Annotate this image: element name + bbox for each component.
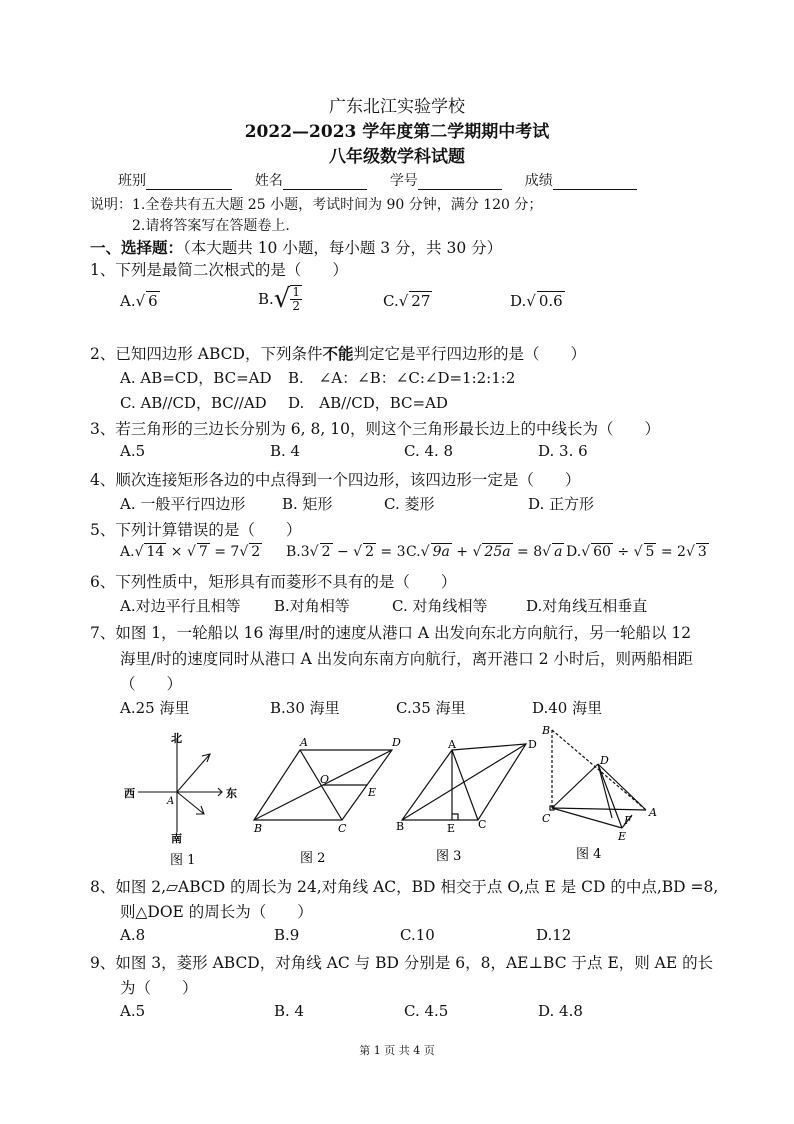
student-info-row: [118, 170, 637, 190]
q7-option-c: C.35 海里: [396, 699, 466, 717]
figure-3: [402, 744, 526, 820]
q6-stem: 6、下列性质中，矩形具有而菱形不具有的是（ ）: [90, 573, 457, 591]
fig2-label-d: D: [392, 736, 401, 749]
q3-option-a: A.5: [120, 442, 146, 460]
q7-option-d: D.40 海里: [532, 699, 603, 717]
q9-option-d: D. 4.8: [538, 1002, 583, 1020]
q7-line-1: 7、如图 1，一轮船以 16 海里/时的速度从港口 A 出发向东北方向航行，另一轮船以 12: [90, 624, 692, 642]
q8-line-1: 8、如图 2,▱ABCD 的周长为 24,对角线 AC，BD 相交于点 O,点 E 是 CD 的中点,BD =8,: [90, 878, 719, 896]
q7-line-3: （ ）: [120, 675, 183, 693]
q6-option-d: D.对角线互相垂直: [526, 597, 648, 615]
note-line-2: 2.请将答案写在答题卷上.: [132, 218, 290, 234]
q5-option-b: B.3√ 2 − √ 2 = 3: [286, 544, 406, 560]
section-1-label: 一、选择题：: [90, 238, 184, 257]
q4-option-a: A. 一般平行四边形: [120, 495, 246, 513]
q7-option-b: B.30 海里: [270, 699, 340, 717]
q3-stem: 3、若三角形的三边长分别为 6, 8, 10，则这个三角形最长边上的中线长为（ ）: [90, 420, 660, 438]
q4-option-d: D. 正方形: [528, 495, 595, 513]
q2-option-b: B. ∠A：∠B：∠C:∠D=1:2:1:2: [288, 369, 516, 387]
q8-line-2: 则△DOE 的周长为（ ）: [120, 903, 313, 921]
fig4-label-b: B: [542, 724, 551, 737]
field-id-label: 学号: [389, 173, 418, 189]
q9-option-c: C. 4.5: [404, 1002, 449, 1020]
field-name-label: 姓名: [254, 173, 283, 189]
q6-option-c: C. 对角线相等: [392, 597, 488, 615]
q7-option-a: A.25 海里: [120, 699, 190, 717]
fig4-label-f: F: [624, 814, 632, 827]
section-1-desc: （本大题共 10 小题，每小题 3 分，共 30 分）: [183, 239, 503, 257]
section-1-heading: [90, 236, 502, 258]
field-class-blank[interactable]: [146, 175, 232, 190]
field-score-blank[interactable]: [553, 175, 637, 190]
fig4-label-d: D: [600, 754, 609, 767]
q4-stem: 4、顺次连接矩形各边的中点得到一个四边形，该四边形一定是（ ）: [90, 471, 581, 489]
q5-option-c: C.√ 9a + √ 25a = 8√ a: [406, 544, 563, 560]
field-name-blank[interactable]: [283, 175, 367, 190]
q9-option-b: B. 4: [274, 1002, 305, 1020]
field-class-label: 班别: [118, 173, 146, 189]
subject-title: 八年级数学科试题: [329, 147, 465, 167]
fig1-east-label: 东: [226, 787, 237, 800]
q7-line-2: 海里/时的速度同时从港口 A 出发向东南方向航行，离开港口 2 小时后，则两船相距: [120, 650, 693, 668]
note-line-1: 说明：1.全卷共有五大题 25 小题，考试时间为 90 分钟，满分 120 分；: [90, 197, 543, 213]
q3-option-c: C. 4. 8: [404, 442, 454, 460]
q2-option-d: D. AB//CD，BC=AD: [288, 394, 448, 412]
q6-option-a: A.对边平行且相等: [120, 597, 241, 615]
q9-line-2: 为（ ）: [120, 979, 198, 997]
q5-stem: 5、下列计算错误的是（ ）: [90, 521, 302, 539]
figure-1: [138, 738, 222, 832]
q8-option-b: B.9: [274, 926, 300, 944]
fig3-label-b: B: [396, 820, 405, 833]
fig1-origin-label: A: [167, 796, 175, 807]
fig1-west-label: 西: [124, 787, 135, 800]
fig3-caption: 图 3: [436, 849, 462, 864]
q5-option-d: D.√ 60 ÷ √ 5 = 2√ 3: [566, 544, 707, 560]
fig4-label-a: A: [649, 806, 657, 819]
field-score-label: 成绩: [524, 173, 553, 189]
fig2-label-c: C: [338, 822, 347, 835]
q4-option-c: C. 菱形: [384, 495, 435, 513]
exam-title: 2022—2023 学年度第二学期期中考试: [244, 122, 550, 142]
school-name: 广东北江实验学校: [329, 97, 465, 117]
q4-option-b: B. 矩形: [282, 495, 333, 513]
q3-option-b: B. 4: [270, 442, 301, 460]
page-number: 第 1 页 共 4 页: [359, 1044, 435, 1057]
fig2-label-a: A: [300, 736, 308, 749]
fig1-north-label: 北: [171, 732, 182, 745]
q1-option-d: D.√ 0.6: [510, 292, 563, 310]
q3-option-d: D. 3. 6: [538, 442, 588, 460]
fig3-label-c: C: [478, 818, 487, 831]
fig1-south-label: 南: [171, 832, 182, 845]
fig4-label-c: C: [542, 812, 551, 825]
q2-stem: 2、已知四边形 ABCD，下列条件不能判定它是平行四边形的是（ ）: [90, 344, 586, 363]
fig2-label-e: E: [368, 786, 377, 799]
q8-option-c: C.10: [400, 926, 435, 944]
fig4-label-e: E: [618, 830, 627, 843]
fig2-label-o: O: [320, 773, 330, 786]
q5-option-a: A.√ 14 × √ 7 = 7√ 2: [120, 544, 261, 560]
fig2-caption: 图 2: [300, 851, 326, 866]
q8-option-d: D.12: [536, 926, 572, 944]
q1-option-b: B.√ $\frac{1}{2}$: [258, 284, 301, 314]
q9-line-1: 9、如图 3，菱形 ABCD，对角线 AC 与 BD 分别是 6，8，AE⊥BC 于点 E，则 AE 的长: [90, 954, 714, 972]
q2-option-a: A. AB=CD，BC=AD: [120, 369, 272, 387]
q1-option-c: C.√ 27: [383, 292, 431, 310]
q1-option-a: A.√ 6: [120, 292, 158, 310]
fig3-label-e: E: [447, 822, 456, 835]
fig4-caption: 图 4: [576, 847, 602, 862]
fig3-label-a: A: [448, 738, 456, 751]
q2-option-c: C. AB//CD，BC//AD: [120, 394, 267, 412]
q9-option-a: A.5: [120, 1002, 146, 1020]
fig3-label-d: D: [528, 738, 537, 751]
q6-option-b: B.对角相等: [274, 597, 350, 615]
figures-area: [110, 720, 670, 870]
fig2-label-b: B: [254, 822, 263, 835]
q1-stem: 1、下列是最简二次根式的是（ ）: [90, 261, 348, 279]
q8-option-a: A.8: [120, 926, 146, 944]
fig1-caption: 图 1: [170, 853, 196, 868]
field-id-blank[interactable]: [418, 175, 502, 190]
